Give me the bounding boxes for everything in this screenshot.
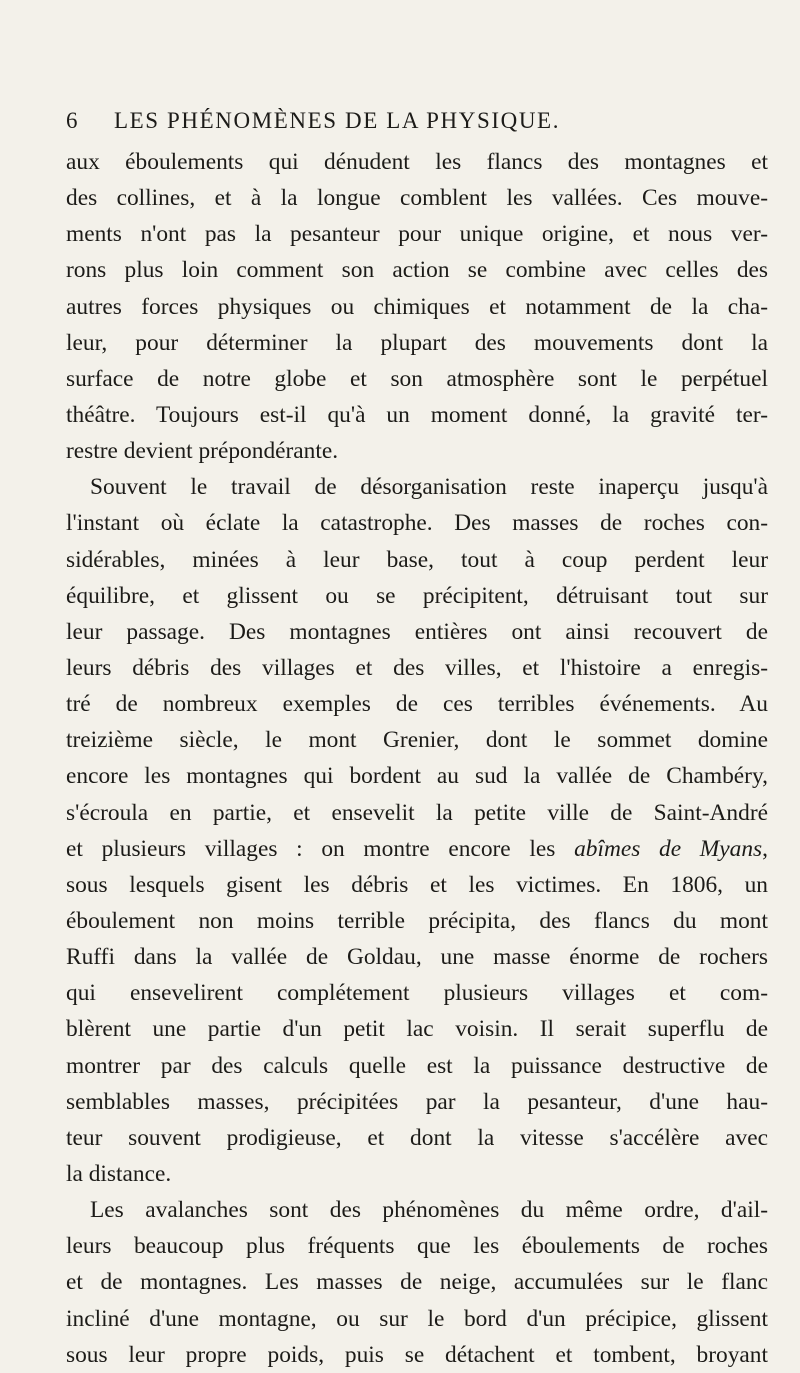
text-line: leurs beaucoup plus fréquents que les éboulements de roches <box>66 1233 768 1260</box>
text-line: théâtre. Toujours est-il qu'à un moment donné, la gravité ter- <box>66 401 768 428</box>
text-line: incliné d'une montagne, ou sur le bord d'un précipice, glissent <box>66 1305 768 1332</box>
text-line: éboulement non moins terrible précipita, des flancs du mont <box>66 907 768 934</box>
text-line: leur, pour déterminer la plupart des mouvements dont la <box>66 329 768 356</box>
text-line: autres forces physiques ou chimiques et notamment de la cha- <box>66 293 768 320</box>
text-line: l'instant où éclate la catastrophe. Des masses de roches con- <box>66 510 768 537</box>
text-line: leurs débris des villages et des villes, et l'histoire a enregis- <box>66 654 768 681</box>
text-segment: et plusieurs villages : on montre encore les <box>66 835 575 862</box>
text-line: la distance. <box>66 1160 172 1187</box>
paragraph-start-line: Les avalanches sont des phénomènes du même ordre, d'ail- <box>90 1197 768 1224</box>
text-line: des collines, et à la longue comblent les vallées. Ces mouve- <box>66 185 768 212</box>
text-line: restre devient prépondérante. <box>66 438 339 465</box>
text-line: surface de notre globe et son atmosphère sont le perpétuel <box>66 365 768 392</box>
text-line: rons plus loin comment son action se combine avec celles des <box>66 257 768 284</box>
text-line: s'écroula en partie, et ensevelit la petite ville de Saint-André <box>66 799 768 826</box>
text-line: équilibre, et glissent ou se précipitent, détruisant tout sur <box>66 582 768 609</box>
text-line: leur passage. Des montagnes entières ont ainsi recouvert de <box>66 618 768 645</box>
text-line: aux éboulements qui dénudent les flancs des montagnes et <box>66 149 768 175</box>
body-text <box>66 144 768 1373</box>
text-line: blèrent une partie d'un petit lac voisin. Il serait superflu de <box>66 1016 768 1043</box>
paragraph-start-line: Souvent le travail de désorganisation reste inaperçu jusqu'à <box>90 474 768 501</box>
text-line: ments n'ont pas la pesanteur pour unique origine, et nous ver- <box>66 221 768 248</box>
text-line: Ruffi dans la vallée de Goldau, une masse énorme de rochers <box>66 944 768 971</box>
text-line: teur souvent prodigieuse, et dont la vitesse s'accélère avec <box>66 1124 768 1151</box>
text-line: sous leur propre poids, puis se détachent et tombent, broyant <box>66 1341 768 1368</box>
text-line: semblables masses, précipitées par la pesanteur, d'une hau- <box>66 1088 768 1115</box>
text-line-with-italic <box>66 831 768 867</box>
text-line: tré de nombreux exemples de ces terribles événements. Au <box>66 691 768 718</box>
running-head <box>66 108 766 142</box>
text-segment: , <box>762 835 769 862</box>
text-line: treizième siècle, le mont Grenier, dont le sommet domine <box>66 727 768 754</box>
text-line: encore les montagnes qui bordent au sud la vallée de Chambéry, <box>66 763 768 790</box>
text-line: et de montagnes. Les masses de neige, accumulées sur le flanc <box>66 1269 768 1296</box>
italic-place-name: abîmes de Myans <box>574 835 763 862</box>
running-title: LES PHÉNOMÈNES DE LA PHYSIQUE. <box>114 108 561 133</box>
text-line: sidérables, minées à leur base, tout à coup perdent leur <box>66 546 768 573</box>
text-line: montrer par des calculs quelle est la puissance destructive de <box>66 1052 768 1079</box>
page-number: 6 <box>66 108 80 133</box>
text-line: qui ensevelirent complétement plusieurs villages et com- <box>66 980 768 1007</box>
text-line: sous lesquels gisent les débris et les victimes. En 1806, un <box>66 871 768 898</box>
